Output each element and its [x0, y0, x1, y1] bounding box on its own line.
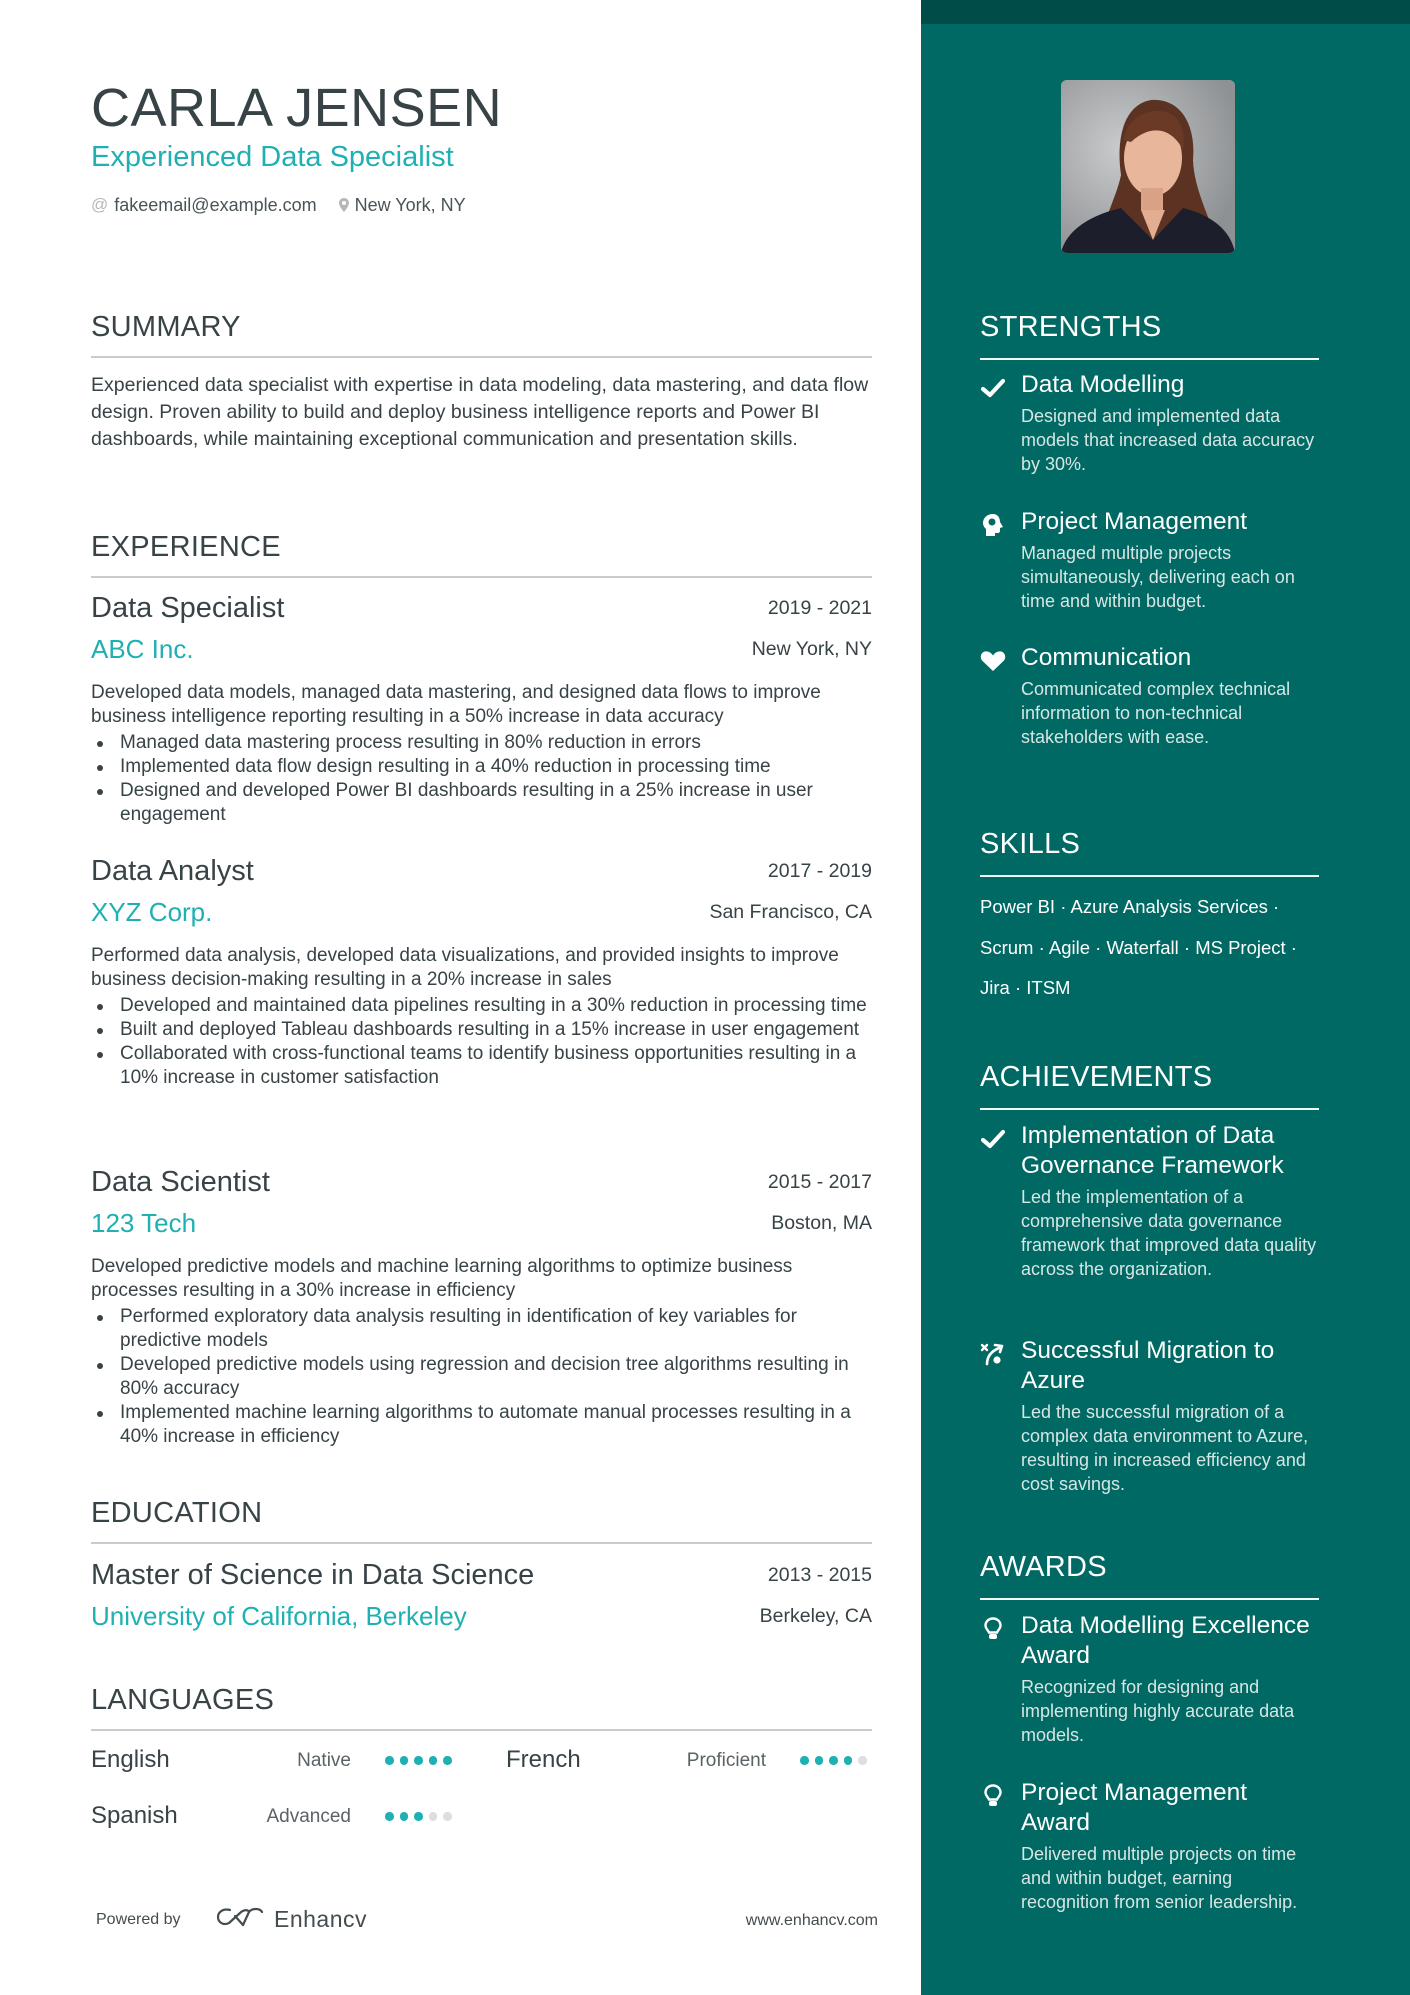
language-name: English: [91, 1746, 170, 1773]
heart-icon: [980, 649, 1006, 673]
section-divider: [980, 358, 1319, 360]
sidebar: [921, 0, 1410, 1995]
language-level: Native: [297, 1750, 351, 1771]
job-entry: [91, 591, 872, 827]
bullet-item: Built and deployed Tableau dashboards resulting in a 15% increase in user engagement: [91, 1018, 872, 1042]
achievement-title: Successful Migration to Azure: [1021, 1337, 1275, 1394]
bullet-item: Developed and maintained data pipelines resulting in a 30% reduction in processing time: [91, 994, 872, 1018]
award-title: Data Modelling Excellence Award: [1021, 1612, 1310, 1669]
dot-empty: [443, 1812, 452, 1821]
skills-list: [980, 887, 1319, 1009]
school-name: University of California, Berkeley: [91, 1601, 467, 1631]
head-brain-icon: [980, 513, 1006, 537]
job-description: Performed data analysis, developed data visualizations, and provided insights to improve business decision-making resulting in a 20% increase in sales: [91, 945, 839, 990]
dot-filled: [829, 1756, 838, 1765]
languages-row: [91, 1799, 872, 1833]
award-item: [980, 1778, 1319, 1914]
company-name: 123 Tech: [91, 1208, 197, 1238]
job-location: New York, NY: [751, 638, 872, 660]
skills-line: Power BI · Azure Analysis Services ·: [980, 896, 1280, 917]
company-name: XYZ Corp.: [91, 897, 213, 927]
language-level: Advanced: [266, 1806, 351, 1827]
email-text: fakeemail@example.com: [114, 195, 317, 215]
lightbulb-icon: [980, 1617, 1006, 1641]
website-link[interactable]: www.enhancv.com: [745, 1912, 878, 1929]
section-title: STRENGTHS: [980, 311, 1162, 343]
job-dates: 2015 - 2017: [767, 1171, 872, 1193]
dot-filled: [443, 1756, 452, 1765]
enhancv-brand-link[interactable]: [216, 1905, 367, 1934]
sidebar-top-band: [921, 0, 1410, 24]
location-text: New York, NY: [354, 195, 466, 215]
achievement-description: Led the successful migration of a complex data environment to Azure, resulting in increased efficiency and cost savings.: [1021, 1402, 1309, 1494]
job-title: Data Analyst: [91, 855, 254, 887]
language-level: Proficient: [686, 1750, 766, 1771]
job-location: San Francisco, CA: [709, 901, 872, 923]
job-entry: [91, 1165, 872, 1449]
powered-by-label: Powered by: [96, 1911, 181, 1928]
bullet-item: Implemented data flow design resulting in a 40% reduction in processing time: [91, 755, 872, 779]
strength-item: [980, 643, 1319, 749]
school-location: Berkeley, CA: [759, 1605, 872, 1627]
language-french: [506, 1743, 581, 1777]
job-entry: [91, 854, 872, 1090]
job-dates: 2019 - 2021: [767, 597, 872, 619]
job-description: Developed predictive models and machine learning algorithms to optimize business processes resulting in a 30% increase in efficiency: [91, 1256, 793, 1301]
section-divider: [91, 356, 872, 358]
bullet-item: Designed and developed Power BI dashboards resulting in a 25% increase in user engagement: [91, 779, 872, 827]
section-title: LANGUAGES: [91, 1684, 275, 1716]
section-title: AWARDS: [980, 1551, 1107, 1583]
brand-name: Enhancv: [274, 1906, 368, 1932]
company-name: ABC Inc.: [91, 634, 194, 664]
section-title: ACHIEVEMENTS: [980, 1061, 1213, 1093]
job-bullets: [91, 994, 872, 1090]
job-description: Developed data models, managed data mastering, and designed data flows to improve business intelligence reporting resulting in a 50% increase in data accuracy: [91, 682, 821, 727]
location-contact: [339, 193, 466, 217]
strengths-section: [980, 310, 1319, 360]
section-divider: [980, 1108, 1319, 1110]
section-title: SUMMARY: [91, 311, 241, 343]
footer: [96, 1905, 878, 1935]
dot-filled: [429, 1756, 438, 1765]
strategy-play-icon: [980, 1342, 1006, 1366]
education-entry: [91, 1558, 872, 1642]
achievement-title: Implementation of Data Governance Framework: [1021, 1122, 1284, 1179]
section-divider: [91, 1542, 872, 1544]
map-pin-icon: [339, 198, 349, 212]
profile-photo: [1061, 80, 1235, 253]
summary-heading: [91, 310, 872, 358]
strength-title: Project Management: [1021, 508, 1248, 535]
section-divider: [980, 1598, 1319, 1600]
strength-title: Data Modelling: [1021, 371, 1185, 398]
job-title: Data Specialist: [91, 592, 285, 624]
checkmark-icon: [980, 376, 1006, 400]
bullet-item: Developed predictive models using regression and decision tree algorithms resulting in 80% accuracy: [91, 1353, 872, 1401]
strength-item: [980, 370, 1319, 476]
dot-filled: [414, 1812, 423, 1821]
achievements-section: [980, 1060, 1319, 1110]
lightbulb-icon: [980, 1784, 1006, 1808]
language-name: Spanish: [91, 1802, 178, 1829]
dot-filled: [400, 1812, 409, 1821]
summary-text: Experienced data specialist with expertise in data modeling, data mastering, and data flow design. Proven ability to build and deploy business intelligence reports and Power BI dashboards, while maintaining exceptional communication and presentation skills.: [91, 374, 869, 450]
strength-description: Designed and implemented data models that increased data accuracy by 30%.: [1021, 406, 1315, 474]
strength-item: [980, 507, 1319, 613]
dot-filled: [385, 1812, 394, 1821]
email-contact[interactable]: [91, 193, 317, 217]
languages-row: [91, 1743, 872, 1777]
job-dates: 2017 - 2019: [767, 860, 872, 882]
dot-filled: [844, 1756, 853, 1765]
dot-empty: [429, 1812, 438, 1821]
award-description: Recognized for designing and implementing highly accurate data models.: [1021, 1677, 1295, 1745]
experience-heading: [91, 530, 872, 578]
section-title: EXPERIENCE: [91, 531, 281, 563]
dot-filled: [385, 1756, 394, 1765]
language-name: French: [506, 1746, 581, 1773]
job-bullets: [91, 731, 872, 827]
awards-section: [980, 1550, 1319, 1600]
section-divider: [980, 875, 1319, 877]
dot-filled: [815, 1756, 824, 1765]
strength-description: Communicated complex technical information to non-technical stakeholders with ease.: [1021, 679, 1291, 747]
strength-description: Managed multiple projects simultaneously, delivering each on time and within budget.: [1021, 543, 1295, 611]
job-location: Boston, MA: [771, 1212, 872, 1234]
job-bullets: [91, 1305, 872, 1449]
candidate-name: CARLA JENSEN: [91, 78, 503, 138]
rating-dots-3-of-5: [385, 1812, 452, 1821]
section-title: SKILLS: [980, 828, 1081, 860]
degree-title: Master of Science in Data Science: [91, 1559, 535, 1591]
education-dates: 2013 - 2015: [767, 1564, 872, 1586]
dot-filled: [800, 1756, 809, 1765]
award-title: Project Management Award: [1021, 1779, 1248, 1836]
language-spanish: [91, 1799, 178, 1833]
skills-section: [980, 827, 1319, 998]
achievement-description: Led the implementation of a comprehensive data governance framework that improved data quality across the organization.: [1021, 1187, 1317, 1279]
dot-filled: [414, 1756, 423, 1765]
at-icon: @: [91, 195, 109, 214]
checkmark-icon: [980, 1127, 1006, 1151]
job-title: Data Scientist: [91, 1166, 270, 1198]
languages-heading: [91, 1683, 872, 1731]
achievement-item: [980, 1121, 1319, 1281]
bullet-item: Implemented machine learning algorithms to automate manual processes resulting in a 40% increase in efficiency: [91, 1401, 872, 1449]
education-heading: [91, 1496, 872, 1544]
section-divider: [91, 1729, 872, 1731]
bullet-item: Managed data mastering process resulting in 80% reduction in errors: [91, 731, 872, 755]
language-english: [91, 1743, 170, 1777]
award-item: [980, 1611, 1319, 1747]
rating-dots-4-of-5: [800, 1756, 867, 1765]
award-description: Delivered multiple projects on time and within budget, earning recognition from senior leadership.: [1021, 1844, 1298, 1912]
dot-filled: [400, 1756, 409, 1765]
dot-empty: [858, 1756, 867, 1765]
bullet-item: Performed exploratory data analysis resulting in identification of key variables for predictive models: [91, 1305, 872, 1353]
enhancv-logo-icon: [216, 1905, 266, 1934]
section-title: EDUCATION: [91, 1497, 263, 1529]
rating-dots-5-of-5: [385, 1756, 452, 1765]
contact-info: [91, 193, 466, 217]
skills-line: Jira · ITSM: [980, 977, 1071, 998]
candidate-title: Experienced Data Specialist: [91, 141, 454, 173]
bullet-item: Collaborated with cross-functional teams to identify business opportunities resulting in a 10% increase in customer satisfaction: [91, 1042, 872, 1090]
section-divider: [91, 576, 872, 578]
achievement-item: [980, 1336, 1319, 1496]
strength-title: Communication: [1021, 644, 1192, 671]
skills-line: Scrum · Agile · Waterfall · MS Project ·: [980, 936, 1297, 958]
